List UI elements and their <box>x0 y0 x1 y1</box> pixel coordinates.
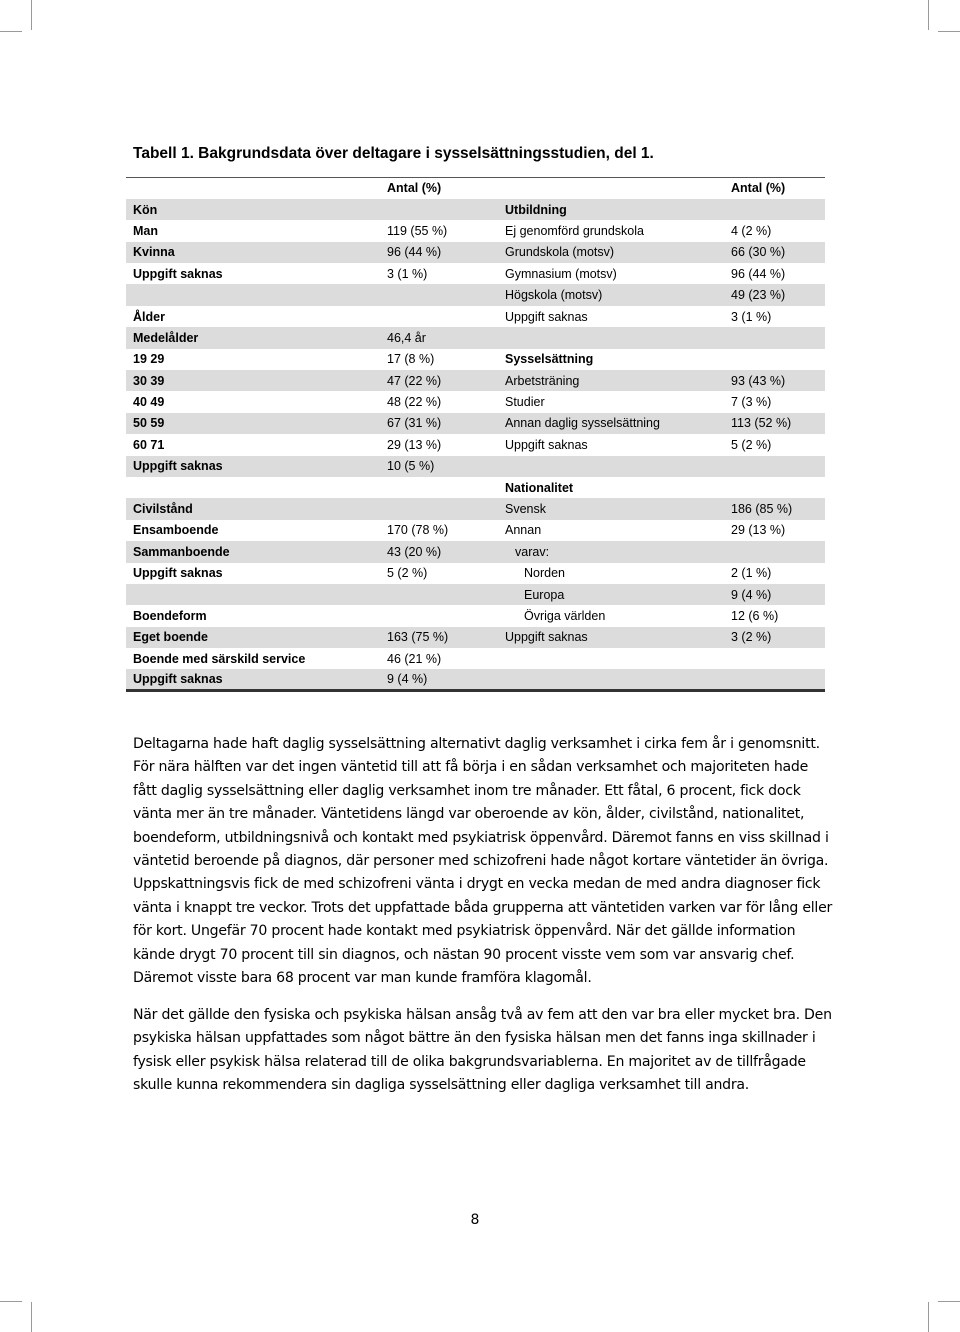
category-count: 7 (3 %) <box>731 395 772 410</box>
category-count <box>731 349 825 370</box>
category-count <box>731 477 825 498</box>
row-count: 5 (2 %) <box>387 566 428 581</box>
category-count: 4 (2 %) <box>731 223 772 238</box>
row-label: Kvinna <box>133 245 175 260</box>
category-label: Högskola (motsv) <box>505 288 603 303</box>
category-label <box>499 456 731 477</box>
row-count: 67 (31 %) <box>387 416 442 431</box>
category-label: Sysselsättning <box>505 352 594 367</box>
row-count: 119 (55 %) <box>387 223 448 238</box>
header-cell-antal: Antal (%) <box>380 178 499 199</box>
row-label: Boendeform <box>133 609 207 623</box>
row-count: 46,4 år <box>387 330 426 345</box>
category-label: varav: <box>515 544 550 559</box>
row-label: Kön <box>133 202 158 217</box>
category-label: Uppgift saknas <box>505 437 588 452</box>
table-row <box>126 370 825 391</box>
category-label <box>499 669 731 690</box>
row-count <box>380 284 499 305</box>
table-row <box>126 605 825 626</box>
table-row <box>126 242 825 263</box>
page-number: 8 <box>470 1212 480 1228</box>
category-count: 49 (23 %) <box>731 288 786 303</box>
category-count: 93 (43 %) <box>731 373 786 388</box>
row-count <box>380 477 499 498</box>
category-count: 9 (4 %) <box>731 587 772 602</box>
row-count: 163 (75 %) <box>387 630 449 645</box>
table-row <box>126 477 825 498</box>
row-count: 48 (22 %) <box>387 395 442 410</box>
category-label: Grundskola (motsv) <box>505 245 615 260</box>
crop-mark <box>0 1301 22 1302</box>
category-count: 3 (1 %) <box>731 309 772 324</box>
category-label: Annan <box>505 523 542 538</box>
row-label: Man <box>133 223 158 238</box>
crop-mark <box>0 31 22 32</box>
row-count <box>380 605 499 626</box>
row-label: Ensamboende <box>133 523 219 538</box>
category-label: Nationalitet <box>505 480 574 495</box>
category-count <box>731 648 825 669</box>
category-label: Gymnasium (motsv) <box>505 266 617 281</box>
row-label: Medelålder <box>133 330 199 345</box>
category-label: Annan daglig sysselsättning <box>505 416 660 431</box>
row-count <box>380 498 499 519</box>
row-label: Sammanboende <box>133 544 230 559</box>
row-count <box>380 306 499 327</box>
category-label: Norden <box>524 566 565 581</box>
category-label: Svensk <box>505 502 546 517</box>
category-label: Utbildning <box>505 202 567 217</box>
table-row <box>126 263 825 284</box>
row-label: Eget boende <box>133 630 209 645</box>
row-count: 17 (8 %) <box>387 352 435 367</box>
row-count: 10 (5 %) <box>387 459 435 474</box>
row-count: 47 (22 %) <box>387 373 442 388</box>
crop-mark <box>31 0 32 30</box>
header-cell-blank <box>126 178 380 199</box>
category-label: Europa <box>524 587 565 602</box>
row-label <box>126 477 380 498</box>
category-count: 29 (13 %) <box>731 523 786 538</box>
category-label: Studier <box>505 395 545 410</box>
crop-mark <box>928 0 929 30</box>
row-count: 43 (20 %) <box>387 544 442 559</box>
table-row <box>126 434 825 455</box>
crop-mark <box>31 1302 32 1332</box>
row-count: 170 (78 %) <box>387 523 449 538</box>
table-row <box>126 349 825 370</box>
table-row <box>126 498 825 519</box>
category-label: Arbetsträning <box>505 373 580 388</box>
row-label: 19 29 <box>133 352 165 367</box>
table-row <box>126 669 825 690</box>
category-count <box>731 541 825 562</box>
header-cell-blank <box>499 178 731 199</box>
table-row <box>126 456 825 477</box>
category-count: 5 (2 %) <box>731 437 772 452</box>
category-count: 3 (2 %) <box>731 630 772 645</box>
table-caption: Tabell 1. Bakgrundsdata över deltagare i sysselsättningsstudien, del 1. <box>133 145 654 162</box>
row-label: Uppgift saknas <box>133 566 223 581</box>
category-count: 66 (30 %) <box>731 245 786 260</box>
table-row <box>126 413 825 434</box>
row-count <box>380 199 499 220</box>
row-count: 96 (44 %) <box>387 245 442 260</box>
table-row <box>126 220 825 241</box>
category-count: 12 (6 %) <box>731 609 779 623</box>
row-label: Uppgift saknas <box>133 266 223 281</box>
category-label <box>499 648 731 669</box>
table-row <box>126 541 825 562</box>
table-row <box>126 627 825 648</box>
category-count <box>731 456 825 477</box>
category-count: 2 (1 %) <box>731 566 772 581</box>
row-count: 3 (1 %) <box>387 266 428 281</box>
row-label <box>126 584 380 605</box>
category-label: Uppgift saknas <box>505 309 588 324</box>
table-row <box>126 284 825 305</box>
row-label: Civilstånd <box>133 502 193 517</box>
category-count <box>731 669 825 690</box>
category-label: Uppgift saknas <box>505 630 588 645</box>
body-paragraph: När det gällde den fysiska och psykiska hälsan ansåg två av fem att den var bra eller mycket bra. Den psykiska hälsan uppfattades som något bättre än den fysiska hälsan men det fanns inga skillnader i fysisk eller psykisk hälsa relaterad till de olika bakgrundsvariablerna. En majoritet av de tillfrågade skulle kunna rekommendera sin dagliga sysselsättning eller dagliga verksamhet till andra. <box>133 1007 832 1094</box>
category-label: Övriga världen <box>524 609 606 623</box>
body-paragraph: Deltagarna hade haft daglig sysselsättning alternativt daglig verksamhet i cirka fem år i genomsnitt. För nära hälften var det ingen väntetid till att få börja i en sådan verksamhet och majoriteten hade fått daglig sysselsättning eller daglig verksamhet inom tre månader. Ett fåtal, 6 procent, fick dock vänta mer än tre månader. Väntetidens längd var oberoende av kön, ålder, civilstånd, nationalitet, boendeform, utbildningsnivå och kontakt med psykiatrisk öppenvård. Däremot fanns en viss skillnad i väntetid beroende på diagnos, där personer med schizofreni hade något kortare väntetider än övriga. Uppskattningsvis fick de med schizofreni vänta i drygt en vecka medan de med andra diagnoser fick vänta i knappt tre veckor. Trots det uppfattade båda grupperna att väntetiden varken var för lång eller för kort. Ungefär 70 procent hade kontakt med psykiatrisk öppenvård. När det gällde information kände drygt 70 procent till sin diagnos, och nästan 90 procent visste vem som var ansvarig chef. Däremot visste bara 68 procent var man kunde framföra klagomål. <box>133 736 833 987</box>
category-count <box>731 327 825 348</box>
crop-mark <box>928 1302 929 1332</box>
row-count <box>380 584 499 605</box>
category-count: 186 (85 %) <box>731 502 793 517</box>
category-count: 96 (44 %) <box>731 266 786 281</box>
row-label: 30 39 <box>133 373 165 388</box>
row-label: Uppgift saknas <box>126 669 380 690</box>
row-count: 29 (13 %) <box>387 437 442 452</box>
row-count: 9 (4 %) <box>380 669 499 690</box>
row-label: 50 59 <box>133 416 165 431</box>
table-header-row <box>126 178 825 199</box>
row-label <box>126 284 380 305</box>
row-label: Uppgift saknas <box>133 459 223 474</box>
table-row <box>126 306 825 327</box>
header-cell-antal: Antal (%) <box>731 178 825 199</box>
category-label: Ej genomförd grundskola <box>505 223 644 238</box>
table-row <box>126 327 825 348</box>
table-row <box>126 520 825 541</box>
row-count: 46 (21 %) <box>387 651 442 666</box>
row-label: Ålder <box>133 309 165 324</box>
category-count <box>731 199 825 220</box>
crop-mark <box>938 1301 960 1302</box>
table-row <box>126 563 825 584</box>
table-row <box>126 199 825 220</box>
row-label: Boende med särskild service <box>133 651 306 666</box>
table-row <box>126 391 825 412</box>
category-label <box>499 327 731 348</box>
row-label: 60 71 <box>133 437 165 452</box>
category-count: 113 (52 %) <box>731 416 792 431</box>
crop-mark <box>938 31 960 32</box>
table-row <box>126 584 825 605</box>
table-row <box>126 648 825 669</box>
row-label: 40 49 <box>133 395 165 410</box>
background-data-table <box>126 177 825 692</box>
